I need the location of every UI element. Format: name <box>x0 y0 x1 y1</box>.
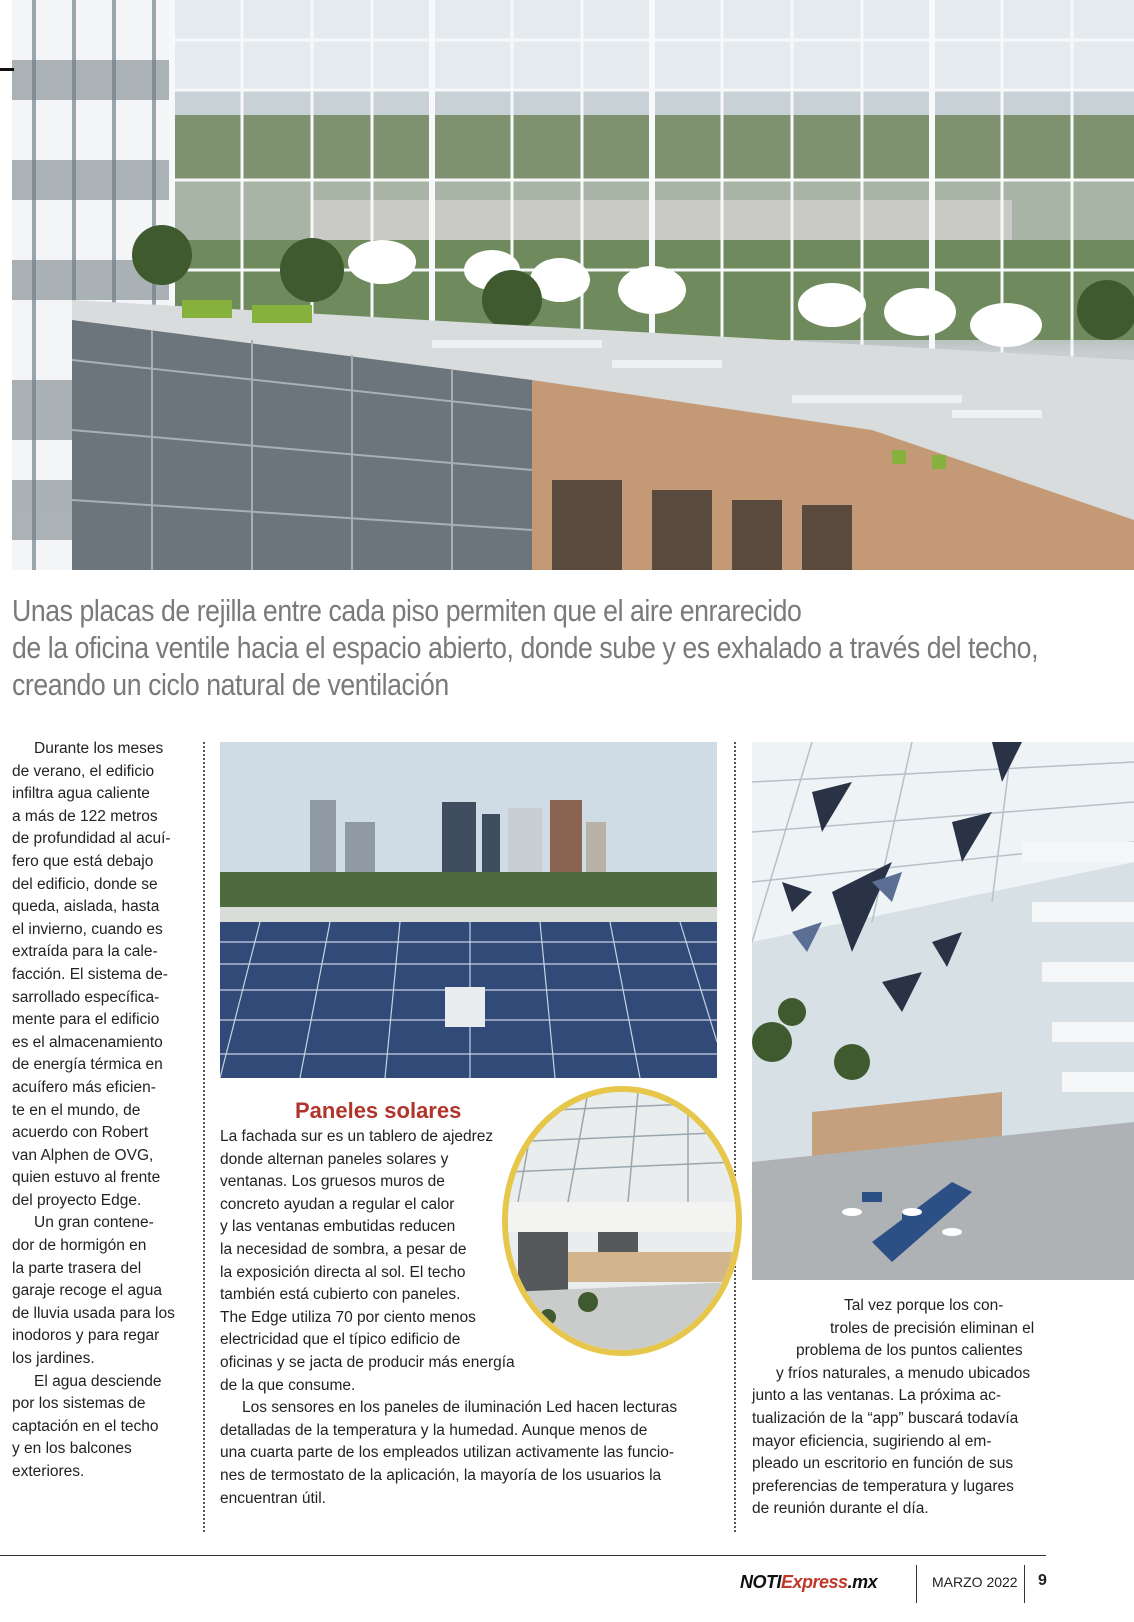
text-line: preferencias de temperatura y lugares <box>752 1477 1014 1495</box>
text-line: detalladas de la temperatura y la humedad. Aunque menos de <box>220 1421 648 1439</box>
text-line: captación en el techo <box>12 1417 159 1435</box>
text-line: de la que consume. <box>220 1376 356 1394</box>
text-line: Tal vez porque los con- <box>844 1297 1004 1314</box>
text-line: concreto ayudan a regular el calor <box>220 1195 455 1213</box>
text-line: Los sensores en los paneles de iluminación Led hacen lecturas <box>242 1399 678 1417</box>
text-line: de verano, el edificio <box>12 762 155 780</box>
text-line: una cuarta parte de los empleados utilizan activamente las funcio- <box>220 1444 675 1462</box>
column-2-text <box>220 1126 720 1510</box>
text-line: inodoros y para regar <box>12 1327 160 1345</box>
text-line: la exposición directa al sol. El techo <box>220 1263 466 1281</box>
text-line: fero que está debajo <box>12 852 154 870</box>
text-line: de lluvia usada para los <box>12 1304 175 1322</box>
text-line: de profundidad al acuí- <box>12 830 171 848</box>
text-line: dor de hormigón en <box>12 1237 147 1255</box>
text-line: los jardines. <box>12 1350 95 1368</box>
text-line: El agua desciende <box>34 1372 162 1390</box>
column-divider <box>203 742 205 1532</box>
text-line: problema de los puntos calientes <box>796 1342 1023 1360</box>
footer-rule <box>0 1555 1046 1556</box>
text-line: troles de precisión eliminan el <box>830 1319 1035 1337</box>
text-line: extraída para la cale- <box>12 943 158 961</box>
pull-quote <box>12 592 1121 703</box>
text-line: acuerdo con Robert <box>12 1124 149 1142</box>
text-line: electricidad que el típico edificio de <box>220 1331 461 1349</box>
logo-part-express: Express <box>781 1572 848 1592</box>
hero-photo-atrium <box>12 0 1134 570</box>
column-3-text <box>752 1295 1132 1521</box>
text-line: quien estuvo al frente <box>12 1169 161 1187</box>
text-line: encuentran útil. <box>220 1489 326 1507</box>
text-line: La fachada sur es un tablero de ajedrez <box>220 1128 494 1145</box>
text-line: acuífero más eficien- <box>12 1078 156 1096</box>
text-line: garaje recoge el agua <box>12 1282 162 1300</box>
text-line: es el almacenamiento <box>12 1033 163 1051</box>
pull-quote-line: Unas placas de rejilla entre cada piso permiten que el aire enrarecido <box>12 593 802 628</box>
text-line: a más de 122 metros <box>12 807 158 825</box>
pull-quote-line: creando un ciclo natural de ventilación <box>12 667 449 702</box>
text-line: sarrollado específica- <box>12 988 160 1006</box>
text-line: y en los balcones <box>12 1440 132 1458</box>
column-1-text <box>12 738 190 1484</box>
text-line: del proyecto Edge. <box>12 1191 142 1209</box>
page-number: 9 <box>1038 1572 1047 1589</box>
margin-tick <box>0 68 14 71</box>
text-line: tualización de la “app” buscará todavía <box>752 1409 1019 1427</box>
text-line: oficinas y se jacta de producir más energía <box>220 1353 515 1371</box>
text-line: la necesidad de sombra, a pesar de <box>220 1240 467 1258</box>
logo-part-noti: NOTI <box>740 1572 781 1592</box>
text-line: también está cubierto con paneles. <box>220 1286 461 1304</box>
text-line: The Edge utiliza 70 por ciento menos <box>220 1308 476 1326</box>
text-line: de energía térmica en <box>12 1056 163 1074</box>
logo-part-domain: .mx <box>847 1572 878 1592</box>
text-line: Un gran contene- <box>34 1214 154 1232</box>
text-line: la parte trasera del <box>12 1259 142 1277</box>
text-line: facción. El sistema de- <box>12 965 168 983</box>
atrium-interior-photo <box>752 742 1134 1280</box>
publication-logo <box>740 1572 877 1593</box>
text-line: nes de termostato de la aplicación, la mayoría de los usuarios la <box>220 1466 662 1484</box>
text-line: y fríos naturales, a menudo ubicados <box>776 1364 1031 1382</box>
text-line: de reunión durante el día. <box>752 1500 929 1518</box>
solar-panels-photo <box>220 742 717 1078</box>
text-line: junto a las ventanas. La próxima ac- <box>752 1387 1001 1405</box>
text-line: infiltra agua caliente <box>12 785 150 803</box>
text-line: Durante los meses <box>34 740 164 757</box>
text-line: queda, aislada, hasta <box>12 898 160 916</box>
issue-date: MARZO 2022 <box>932 1574 1018 1590</box>
text-line: por los sistemas de <box>12 1395 146 1413</box>
text-line: mente para el edificio <box>12 1011 160 1029</box>
text-line: te en el mundo, de <box>12 1101 141 1119</box>
text-line: el invierno, cuando es <box>12 920 163 938</box>
text-line: pleado un escritorio en función de sus <box>752 1455 1014 1473</box>
column-divider <box>734 742 736 1532</box>
text-line: ventanas. Los gruesos muros de <box>220 1173 445 1191</box>
footer-separator <box>1024 1565 1025 1603</box>
text-line: y las ventanas embutidas reducen <box>220 1218 456 1236</box>
text-line: donde alternan paneles solares y <box>220 1150 449 1168</box>
text-line: van Alphen de OVG, <box>12 1146 154 1164</box>
text-line: mayor eficiencia, sugiriendo al em- <box>752 1432 992 1450</box>
footer-separator <box>916 1565 917 1603</box>
section-title: Paneles solares <box>295 1098 462 1123</box>
text-line: del edificio, donde se <box>12 875 158 893</box>
pull-quote-line: de la oficina ventile hacia el espacio abierto, donde sube y es exhalado a través del techo, <box>12 630 1039 665</box>
text-line: exteriores. <box>12 1463 85 1480</box>
